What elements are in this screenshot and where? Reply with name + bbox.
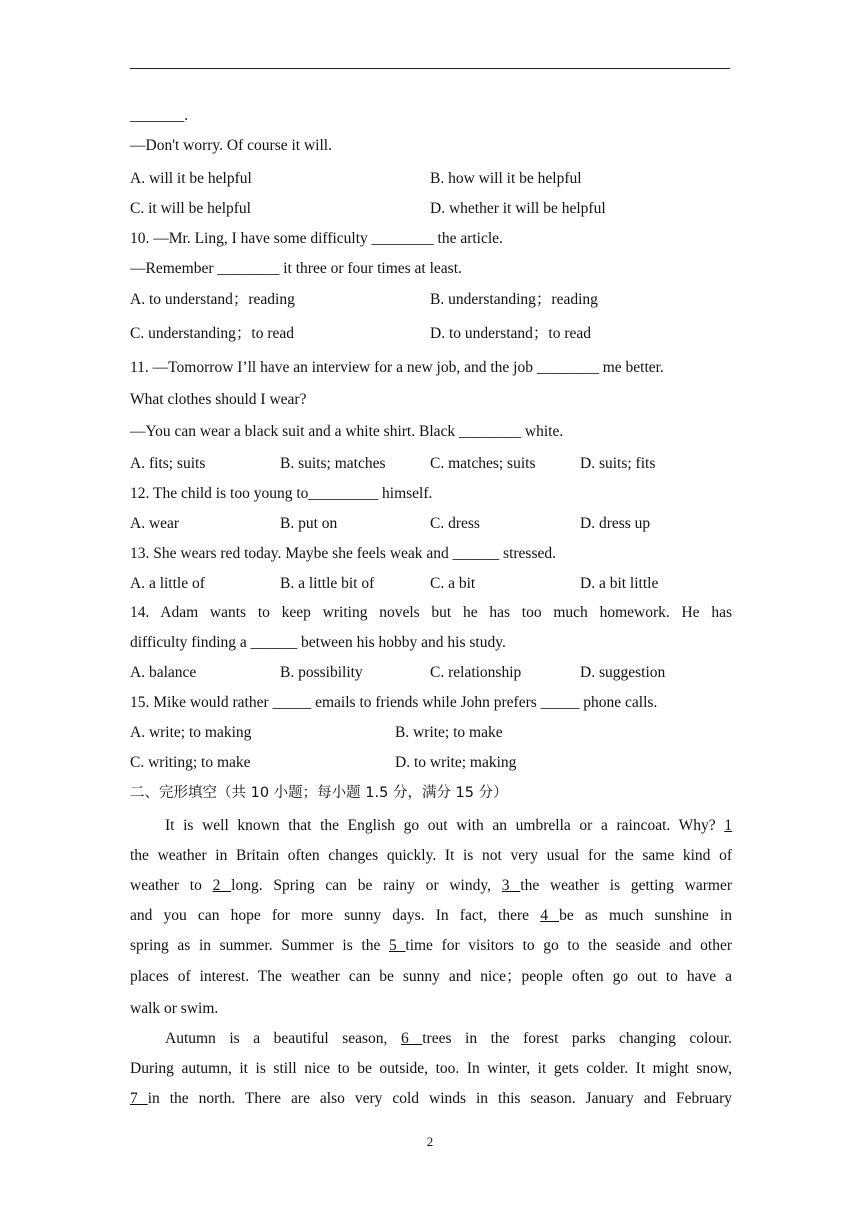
passage-line: It is well known that the English go out with an umbrella or a raincoat. Why? 1 xyxy=(165,817,732,834)
q13-option-a: A. a little of xyxy=(130,575,205,592)
page-number: 2 xyxy=(426,1134,434,1149)
q14-option-d: D. suggestion xyxy=(580,664,666,681)
q9-option-c: C. it will be helpful xyxy=(130,200,251,217)
q14-line1: 14. Adam wants to keep writing novels but he has too much homework. He has xyxy=(130,604,732,621)
blank-5: 5 xyxy=(388,937,406,954)
passage-line: weather to 2 long. Spring can be rainy or windy, 3 the weather is getting warmer xyxy=(130,877,733,894)
passage-line: Autumn is a beautiful season, 6 trees in the forest parks changing colour. xyxy=(165,1030,732,1047)
q14-line2: difficulty finding a ______ between his hobby and his study. xyxy=(130,634,506,651)
blank-7: 7 xyxy=(130,1090,148,1107)
q10-option-d: D. to understand；to read xyxy=(430,325,591,342)
q9-answer: —Don't worry. Of course it will. xyxy=(130,137,332,154)
q11-line3: —You can wear a black suit and a white shirt. Black ________ white. xyxy=(130,423,564,440)
blank-3: 3 xyxy=(501,877,521,894)
q15-option-c: C. writing; to make xyxy=(130,754,251,771)
header-rule xyxy=(130,68,730,69)
q10-line2: —Remember ________ it three or four times at least. xyxy=(130,260,462,277)
q11-option-b: B. suits; matches xyxy=(280,455,386,472)
q15-line1: 15. Mike would rather _____ emails to friends while John prefers _____ phone calls. xyxy=(130,694,658,711)
q14-option-c: C. relationship xyxy=(430,664,522,681)
q15-option-d: D. to write; making xyxy=(395,754,517,771)
blank-2: 2 xyxy=(212,877,232,894)
q11-option-c: C. matches; suits xyxy=(430,455,536,472)
q15-option-b: B. write; to make xyxy=(395,724,503,741)
q10-option-a: A. to understand；reading xyxy=(130,291,295,308)
passage-line: walk or swim. xyxy=(130,1000,219,1017)
blank-6: 6 xyxy=(400,1030,423,1047)
q11-option-a: A. fits; suits xyxy=(130,455,206,472)
q11-option-d: D. suits; fits xyxy=(580,455,656,472)
passage-line: 7 in the north. There are also very cold winds in this season. January and February xyxy=(130,1090,733,1107)
q14-option-b: B. possibility xyxy=(280,664,363,681)
q11-line2: What clothes should I wear? xyxy=(130,391,307,408)
passage-line: spring as in summer. Summer is the 5 time for visitors to go to the seaside and other xyxy=(130,937,732,954)
q12-option-b: B. put on xyxy=(280,515,338,532)
q10-option-c: C. understanding；to read xyxy=(130,325,295,342)
q12-option-c: C. dress xyxy=(430,515,480,532)
q13-line1: 13. She wears red today. Maybe she feels weak and ______ stressed. xyxy=(130,545,556,562)
q12-option-d: D. dress up xyxy=(580,515,651,532)
passage-line: the weather in Britain often changes quickly. It is not very usual for the same kind of xyxy=(130,847,732,864)
q12-option-a: A. wear xyxy=(130,515,180,532)
q13-option-d: D. a bit little xyxy=(580,575,659,592)
q9-option-a: A. will it be helpful xyxy=(130,170,252,187)
q9-tail: _______. xyxy=(130,107,189,124)
q12-line1: 12. The child is too young to_________ himself. xyxy=(130,485,433,502)
q14-option-a: A. balance xyxy=(130,664,197,681)
blank-1: 1 xyxy=(724,817,732,834)
passage-line: places of interest. The weather can be sunny and nice；people often go out to have a xyxy=(130,968,732,985)
q13-option-c: C. a bit xyxy=(430,575,476,592)
q10-line1: 10. —Mr. Ling, I have some difficulty ________ the article. xyxy=(130,230,503,247)
section2-heading: 二、完形填空（共 10 小题；每小题 1.5 分，满分 15 分） xyxy=(130,785,508,801)
q9-option-d: D. whether it will be helpful xyxy=(430,200,606,217)
q9-option-b: B. how will it be helpful xyxy=(430,170,582,187)
blank-4: 4 xyxy=(540,907,560,924)
q13-option-b: B. a little bit of xyxy=(280,575,375,592)
passage-line: and you can hope for more sunny days. In fact, there 4 be as much sunshine in xyxy=(130,907,732,924)
q15-option-a: A. write; to making xyxy=(130,724,252,741)
q10-option-b: B. understanding；reading xyxy=(430,291,598,308)
passage-line: During autumn, it is still nice to be outside, too. In winter, it gets colder. It might snow, xyxy=(130,1060,732,1077)
q11-line1: 11. —Tomorrow I’ll have an interview for a new job, and the job ________ me better. xyxy=(130,359,664,376)
